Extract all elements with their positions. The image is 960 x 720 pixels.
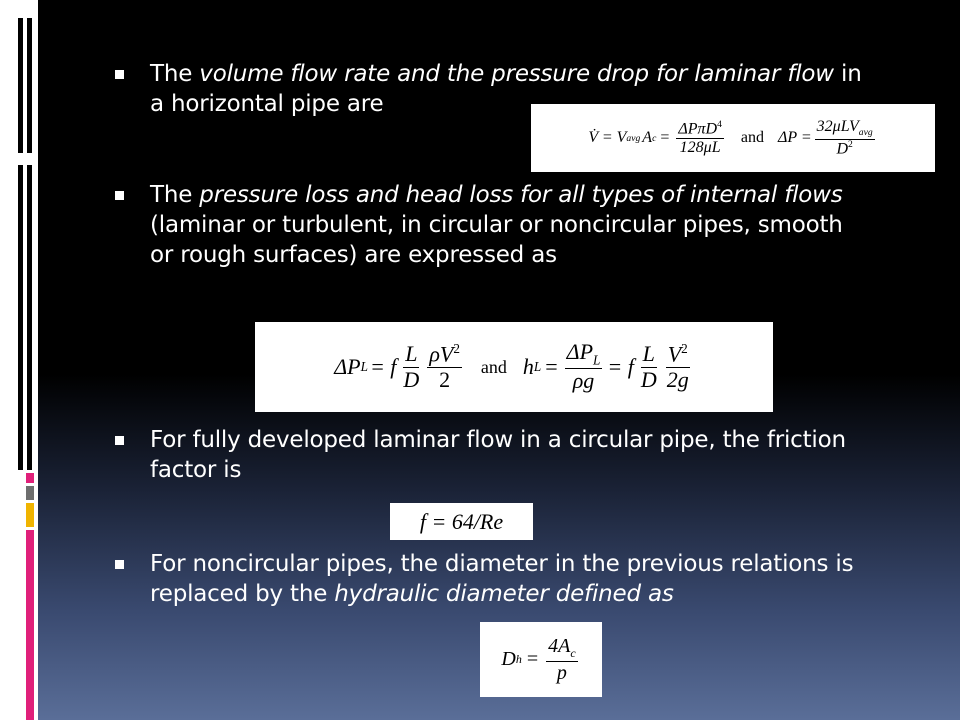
deco-bar-yellow <box>26 503 34 527</box>
bullet-marker-3 <box>115 436 124 445</box>
deco-bar-pink-1 <box>26 473 34 483</box>
bullet-marker-2 <box>115 191 124 200</box>
deco-bar-pink-2 <box>26 530 34 720</box>
bullet-text-3: For fully developed laminar flow in a circular pipe, the friction factor is <box>150 427 846 483</box>
bullet-marker-4 <box>115 560 124 569</box>
deco-bar-black-3 <box>18 165 23 470</box>
deco-bar-black-4 <box>27 165 32 470</box>
equation-pressure-head-loss: ΔP L = f $\frac{L}{D}$ $\frac{\rho V^2}{2}$ and h L = $\frac{\Delta P_L}{\rho g}$ = f $\frac{L}{D}$ $\frac{V^2}{2g}$ <box>255 322 773 412</box>
deco-bar-gray <box>26 486 34 500</box>
bullet-text-2: The pressure loss and head loss for all types of internal flows (laminar or turbulent, in circular or noncircular pipes, smooth or rough surfaces) are expressed as <box>150 182 843 268</box>
bullet-text-4: For noncircular pipes, the diameter in the previous relations is replaced by the hydraulic diameter defined as <box>150 551 854 607</box>
deco-bar-black-1 <box>18 18 23 153</box>
bullet-marker-1 <box>115 70 124 79</box>
bullet-text-1: The volume flow rate and the pressure drop for laminar flow in a horizontal pipe are <box>150 61 862 117</box>
equation-friction-factor: f = 64/Re <box>390 503 533 540</box>
equation-volume-flow-rate: V̇ = V avg A c = $\frac{\Delta P\pi D^4}{128\mu L}$ and ΔP = $\frac{32\mu LV_{avg}}{D^2}$ <box>531 104 935 172</box>
equation-hydraulic-diameter: D h = $\frac{4A_c}{p}$ <box>480 622 602 697</box>
deco-bar-black-2 <box>27 18 32 153</box>
